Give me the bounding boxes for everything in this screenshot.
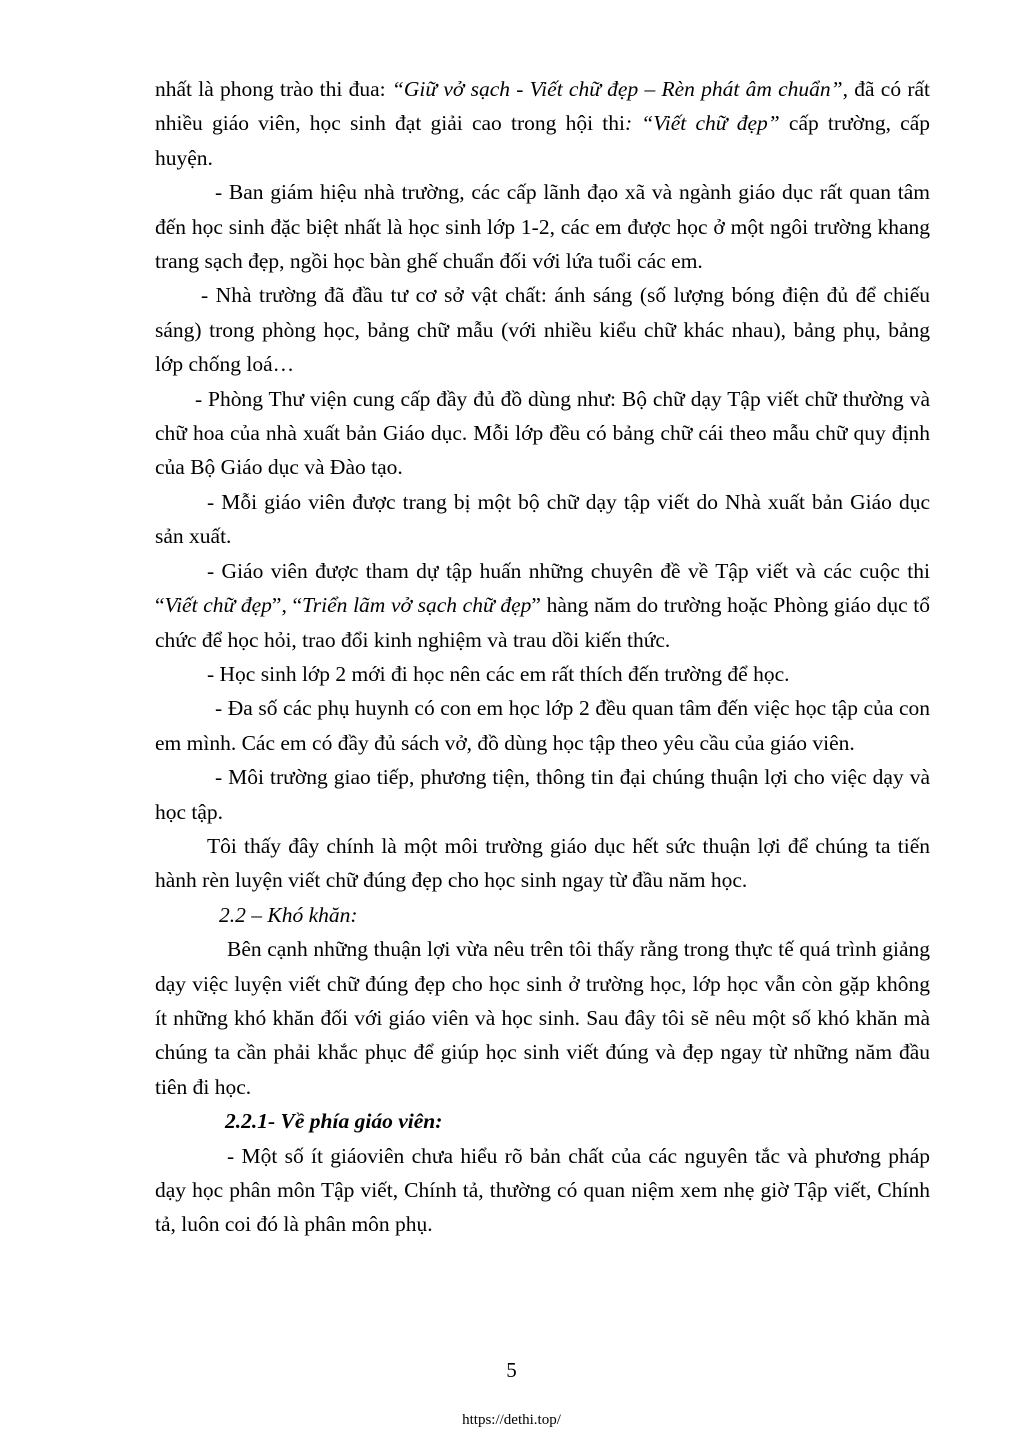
footer-url: https://dethi.top/ <box>462 1412 561 1428</box>
paragraph-4: - Phòng Thư viện cung cấp đầy đủ đồ dùng như: Bộ chữ dạy Tập viết chữ thường và chữ hoa của nhà xuất bản Giáo dục. Mỗi lớp đều có bảng chữ cái theo mẫu chữ quy định của Bộ Giáo dục và Đào tạo. <box>155 386 930 480</box>
section-heading-2-2: 2.2 – Khó khăn: <box>219 902 358 927</box>
text-run: cấp trường, cấp huyện. <box>155 111 930 170</box>
paragraph-9: - Môi trường giao tiếp, phương tiện, thông tin đại chúng thuận lợi cho việc dạy và học tập. <box>155 765 930 824</box>
italic-term: Triển lãm vở sạch chữ đẹp <box>302 593 532 618</box>
paragraph-2: - Ban giám hiệu nhà trường, các cấp lãnh đạo xã và ngành giáo dục rất quan tâm đến học sinh đặc biệt nhất là học sinh lớp 1-2, các em được học ở một ngôi trường khang trang sạch đẹp, ngồi học bàn ghế chuẩn đối với lứa tuổi các em. <box>155 180 930 274</box>
page-number: 5 <box>506 1358 517 1382</box>
paragraph-5: - Mỗi giáo viên được trang bị một bộ chữ dạy tập viết do Nhà xuất bản Giáo dục sản xuất. <box>155 489 930 549</box>
document-body <box>155 72 930 1242</box>
text-run: nhất là phong trào thi đua: <box>155 77 392 101</box>
paragraph-6 <box>155 554 930 657</box>
paragraph-1 <box>155 72 930 175</box>
italic-quote: : “Viết chữ đẹp” <box>624 111 780 136</box>
paragraph-3: - Nhà trường đã đầu tư cơ sở vật chất: ánh sáng (số lượng bóng điện đủ để chiếu sáng) trong phòng học, bảng chữ mẫu (với nhiều kiểu chữ khác nhau), bảng phụ, bảng lớp chống loá… <box>155 283 930 377</box>
paragraph-12: - Một số ít giáoviên chưa hiểu rõ bản chất của các nguyên tắc và phương pháp dạy học phân môn Tập viết, Chính tả, thường có quan niệm xem nhẹ giờ Tập viết, Chính tả, luôn coi đó là phân môn phụ. <box>155 1143 930 1237</box>
italic-term: Viết chữ đẹp <box>164 593 272 618</box>
text-run: ”, “ <box>271 593 303 618</box>
italic-quote: “Giữ vở sạch - Viết chữ đẹp – Rèn phát âm chuẩn” <box>391 77 843 101</box>
text-run: ” hàng năm do trường hoặc Phòng giáo dục tổ chức để học hỏi, trao đổi kinh nghiệm và trau dồi kiến thức. <box>155 593 930 652</box>
section-heading-2-2-1: 2.2.1- Về phía giáo viên: <box>225 1109 443 1134</box>
paragraph-11: Bên cạnh những thuận lợi vừa nêu trên tôi thấy rằng trong thực tế quá trình giảng dạy việc luyện viết chữ đúng đẹp cho học sinh ở trường học, lớp học vẫn còn gặp không ít những khó khăn đối với giáo viên và học sinh. Sau đây tôi sẽ nêu một số khó khăn mà chúng ta cần phải khắc phục để giúp học sinh viết đúng và đẹp ngay từ những năm đầu tiên đi học. <box>155 937 930 1099</box>
paragraph-7: - Học sinh lớp 2 mới đi học nên các em rất thích đến trường để học. <box>207 661 790 686</box>
text-run: - Giáo viên được tham dự tập huấn những chuyên đề về Tập viết và các cuộc thi “ <box>155 558 930 618</box>
text-run: , đã có rất nhiều giáo viên, học sinh đạt giải cao trong hội thi <box>155 77 930 136</box>
paragraph-8: - Đa số các phụ huynh có con em học lớp 2 đều quan tâm đến việc học tập của con em mình. Các em có đầy đủ sách vở, đồ dùng học tập theo yêu cầu của giáo viên. <box>155 696 930 755</box>
paragraph-10: Tôi thấy đây chính là một môi trường giáo dục hết sức thuận lợi để chúng ta tiến hành rèn luyện viết chữ đúng đẹp cho học sinh ngay từ đầu năm học. <box>155 833 930 893</box>
